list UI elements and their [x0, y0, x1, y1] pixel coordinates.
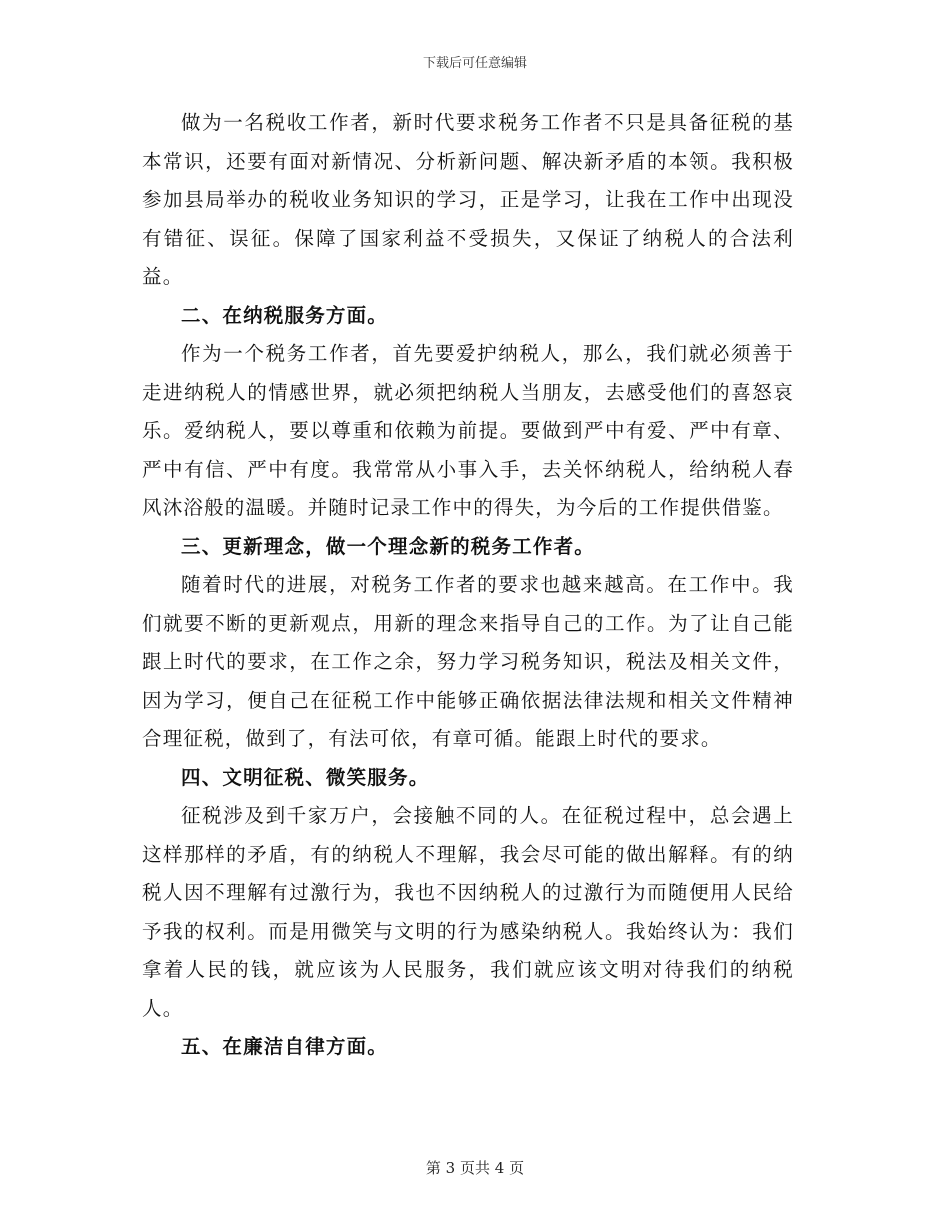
- page-number: 第 3 页共 4 页: [425, 1159, 525, 1177]
- paragraph-update-concepts: 随着时代的进展，对税务工作者的要求也越来越高。在工作中。我们就要不断的更新观点，用新的理念来指导自己的工作。为了让自己能跟上时代的要求，在工作之余，努力学习税务知识，税法及相关文件，因为学习，便自己在征税工作中能够正确依据法律法规和相关文件精神合理征税，做到了，有法可依，有章可循。能跟上时代的要求。: [142, 573, 794, 750]
- section-heading-civilized-service: 四、文明征税、微笑服务。: [181, 765, 430, 789]
- paragraph-tax-service: 作为一个税务工作者，首先要爱护纳税人，那么，我们就必须善于走进纳税人的情感世界，就必须把纳税人当朋友，去感受他们的喜怒哀乐。爱纳税人，要以尊重和依赖为前提。要做到严中有爱、严中有章、严中有信、严中有度。我常常从小事入手，去关怀纳税人，给纳税人春风沐浴般的温暖。并随时记录工作中的得失，为今后的工作提供借鉴。: [142, 342, 794, 519]
- paragraph-civilized-service: 征税涉及到千家万户，会接触不同的人。在征税过程中，总会遇上这样那样的矛盾，有的纳税人不理解，我会尽可能的做出解释。有的纳税人因不理解有过激行为，我也不因纳税人的过激行为而随便用人民给予我的权利。而是用微笑与文明的行为感染纳税人。我始终认为：我们拿着人民的钱，就应该为人民服务，我们就应该文明对待我们的纳税人。: [142, 804, 794, 1020]
- page-header: 下载后可任意编辑: [422, 56, 527, 71]
- document-body: [142, 104, 794, 1067]
- section-heading-integrity: 五、在廉洁自律方面。: [181, 1035, 389, 1058]
- section-heading-update-concepts: 三、更新理念，做一个理念新的税务工作者。: [181, 534, 596, 558]
- section-heading-tax-service: 二、在纳税服务方面。: [181, 303, 389, 327]
- paragraph-intro: 做为一名税收工作者，新时代要求税务工作者不只是具备征税的基本常识，还要有面对新情况、分析新问题、解决新矛盾的本领。我积极参加县局举办的税收业务知识的学习，正是学习，让我在工作中出现没有错征、误征。保障了国家利益不受损失，又保证了纳税人的合法利益。: [142, 111, 794, 288]
